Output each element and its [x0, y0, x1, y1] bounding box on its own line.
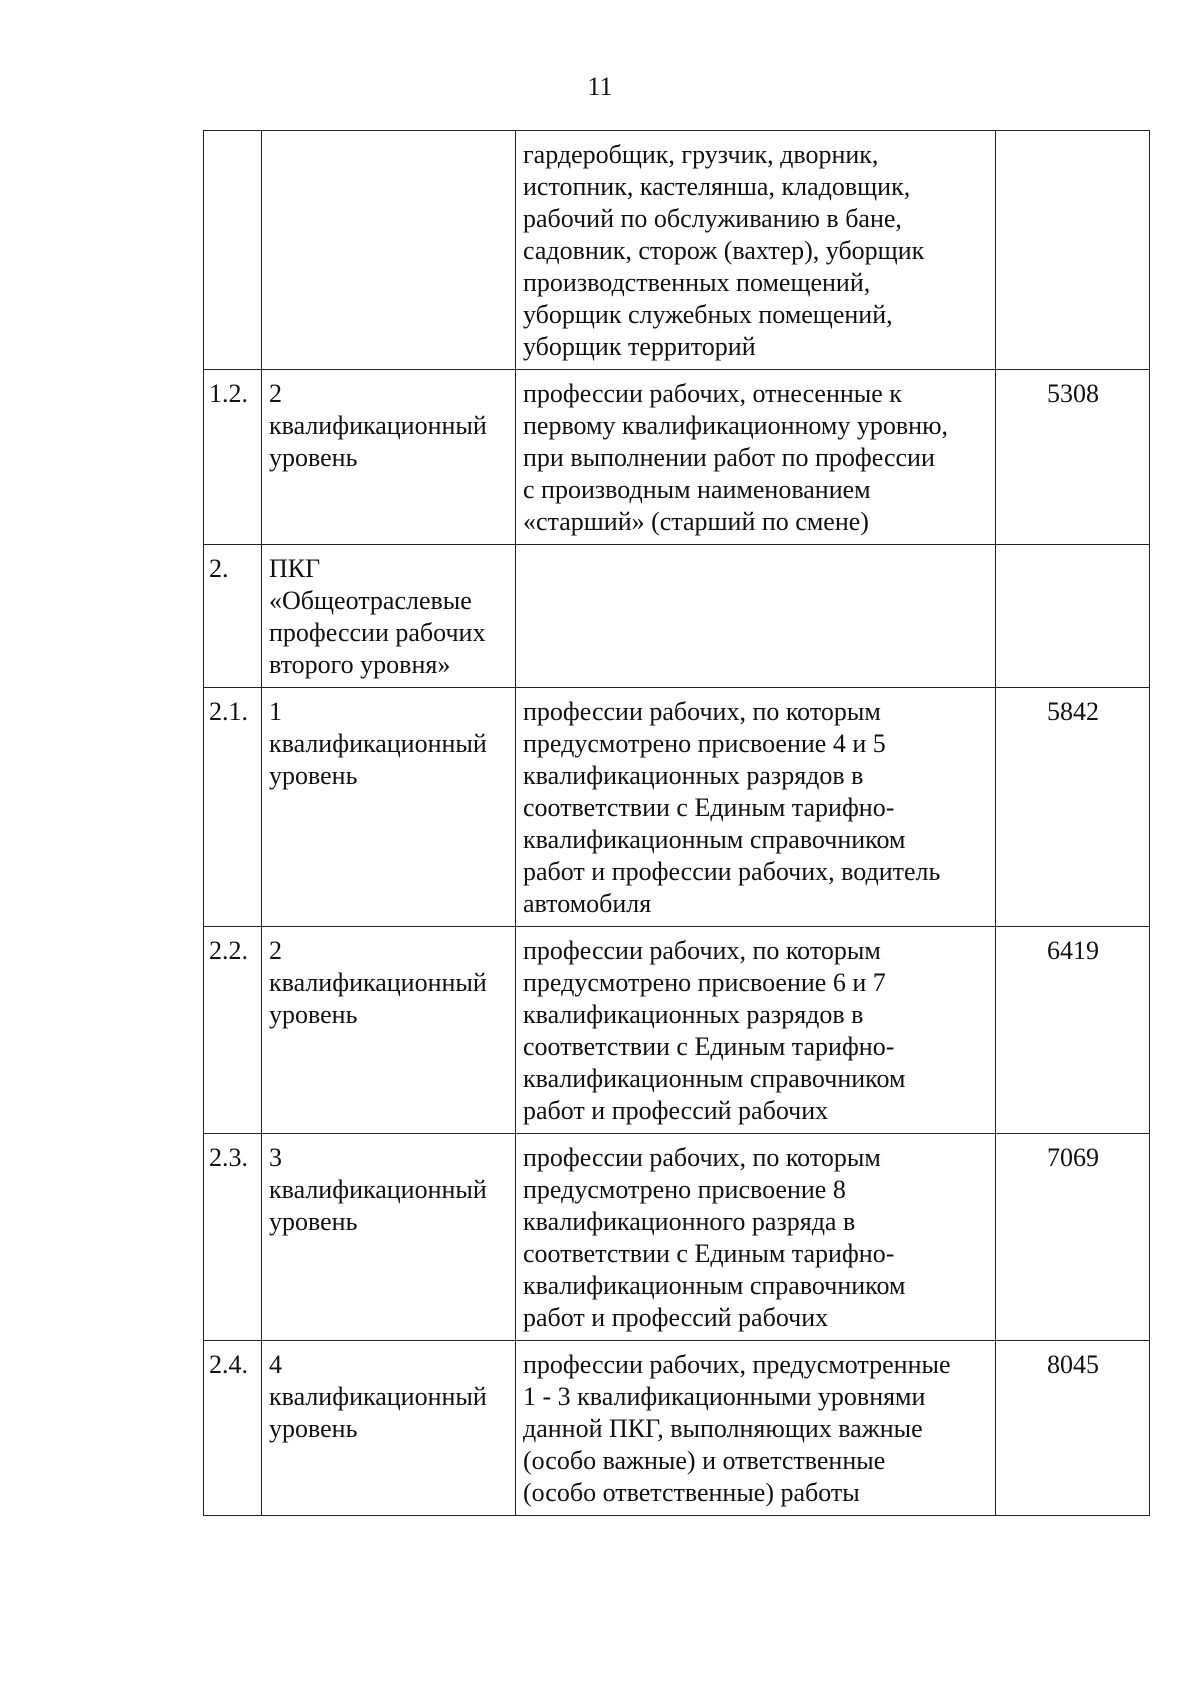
table-row: [204, 688, 1150, 927]
salary-value: 8045: [996, 1341, 1150, 1516]
qualification-level: 3 квалификационный уровень: [262, 1134, 516, 1341]
salary-value: 7069: [996, 1134, 1150, 1341]
qualification-group: ПКГ «Общеотраслевые профессии рабочих второго уровня»: [262, 545, 516, 688]
row-number: 2.: [204, 545, 262, 688]
salary-table: [203, 130, 1150, 1516]
row-number: 2.4.: [204, 1341, 262, 1516]
salary-value: 5308: [996, 370, 1150, 545]
salary-value: 6419: [996, 927, 1150, 1134]
row-number: 2.1.: [204, 688, 262, 927]
qualification-level: 2 квалификационный уровень: [262, 370, 516, 545]
salary-value: [996, 545, 1150, 688]
professions-list: профессии рабочих, по которым предусмотрено присвоение 4 и 5 квалификационных разрядов в соответствии с Единым тарифно- квалификационным справочником работ и профессии рабочих, водитель автомобиля: [516, 688, 996, 927]
professions-list: гардеробщик, грузчик, дворник, истопник, кастелянша, кладовщик, рабочий по обслуживанию в бане, садовник, сторож (вахтер), уборщик производственных помещений, уборщик служебных помещений, уборщик территорий: [516, 131, 996, 370]
qualification-level: 4 квалификационный уровень: [262, 1341, 516, 1516]
salary-value: [996, 131, 1150, 370]
professions-list: профессии рабочих, отнесенные к первому квалификационному уровню, при выполнении работ по профессии с производным наименованием «старший» (старший по смене): [516, 370, 996, 545]
row-number: 1.2.: [204, 370, 262, 545]
table-row: [204, 1341, 1150, 1516]
professions-list: профессии рабочих, по которым предусмотрено присвоение 8 квалификационного разряда в соответствии с Единым тарифно- квалификационным справочником работ и профессий рабочих: [516, 1134, 996, 1341]
row-number: 2.2.: [204, 927, 262, 1134]
page-number: 11: [587, 72, 613, 101]
row-number: 2.3.: [204, 1134, 262, 1341]
table-row: [204, 1134, 1150, 1341]
professions-list: профессии рабочих, предусмотренные 1 - 3 квалификационными уровнями данной ПКГ, выполняющих важные (особо важные) и ответственные (особо ответственные) работы: [516, 1341, 996, 1516]
row-number: [204, 131, 262, 370]
salary-value: 5842: [996, 688, 1150, 927]
professions-list: профессии рабочих, по которым предусмотрено присвоение 6 и 7 квалификационных разрядов в соответствии с Единым тарифно- квалификационным справочником работ и профессий рабочих: [516, 927, 996, 1134]
qualification-level: 2 квалификационный уровень: [262, 927, 516, 1134]
table-row: [204, 927, 1150, 1134]
qualification-group: [262, 131, 516, 370]
qualification-level: 1 квалификационный уровень: [262, 688, 516, 927]
table-row: [204, 545, 1150, 688]
professions-list: [516, 545, 996, 688]
table-row: [204, 131, 1150, 370]
table-row: [204, 370, 1150, 545]
